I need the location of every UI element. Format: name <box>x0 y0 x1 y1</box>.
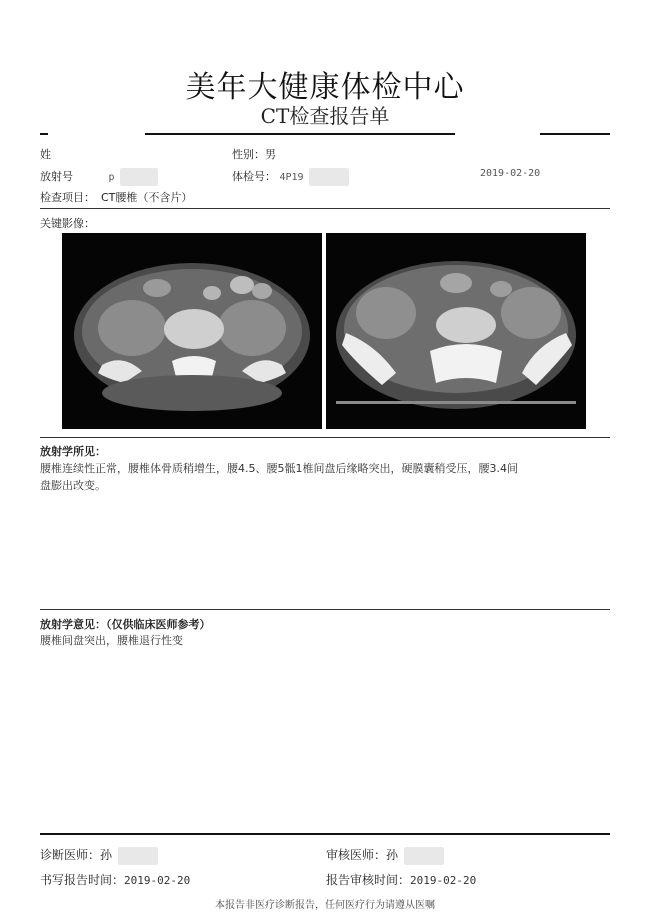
diagnosis-doctor-row <box>40 846 158 865</box>
exam-date: 2019-02-20 <box>480 168 541 179</box>
radiology-no-value: p <box>108 172 115 183</box>
review-doctor-value: 孙 <box>386 848 399 862</box>
gender-value: 男 <box>265 148 276 161</box>
header-rule-center <box>145 133 455 135</box>
exam-no-row <box>232 168 349 186</box>
ct-scan-left-graphic <box>62 233 322 429</box>
review-doctor-label: 审核医师： <box>326 848 387 862</box>
gender-row <box>232 146 276 162</box>
name-row <box>40 146 51 162</box>
header-rule-left <box>40 133 48 135</box>
redacted-diagnosis-doctor <box>118 847 158 865</box>
exam-no-label: 体检号： <box>232 170 276 183</box>
radiology-no-label: 放射号 <box>40 170 73 183</box>
opinion-label: 放射学意见：（仅供临床医师参考） <box>40 618 211 631</box>
divider-findings <box>40 609 610 610</box>
exam-item-row <box>40 189 192 205</box>
key-images-label: 关键影像： <box>40 217 95 230</box>
ct-scan-right-graphic <box>326 233 586 429</box>
diagnosis-doctor-label: 诊断医师： <box>40 848 101 862</box>
findings-label: 放射学所见： <box>40 445 106 458</box>
findings-text-line-1: 腰椎连续性正常，腰椎体骨质稍增生，腰4.5、腰5骶1椎间盘后缘略突出，硬膜囊稍受压，腰3.4间 <box>40 462 518 475</box>
divider-exam-item <box>40 208 610 209</box>
findings-text <box>40 460 620 494</box>
header-rule-right <box>540 133 610 135</box>
divider-signature <box>40 833 610 835</box>
redacted-radiology-no <box>120 168 158 186</box>
review-time-row <box>326 871 476 888</box>
report-title: 美年大健康体检中心 <box>185 70 465 105</box>
report-subtitle: CT检查报告单 <box>260 104 390 128</box>
report-time-label: 书写报告时间： <box>40 873 125 887</box>
exam-item-label: 检查项目： <box>40 191 95 204</box>
opinion-text: 腰椎间盘突出，腰椎退行性变 <box>40 634 183 647</box>
review-doctor-row <box>326 846 444 865</box>
name-label: 姓 <box>40 148 51 161</box>
report-time-row <box>40 871 190 888</box>
ct-image-right <box>326 233 586 429</box>
exam-no-value: 4P19 <box>279 172 304 183</box>
review-time-value: 2019-02-20 <box>410 874 477 887</box>
review-time-label: 报告审核时间： <box>326 873 411 887</box>
report-time-value: 2019-02-20 <box>124 874 191 887</box>
gender-label: 性别： <box>232 148 265 161</box>
footer-note: 本报告非医疗诊断报告，任何医疗行为请遵从医嘱 <box>215 900 435 911</box>
exam-item-value: CT腰椎（不含片） <box>101 191 193 204</box>
redacted-review-doctor <box>404 847 444 865</box>
divider-key-images <box>40 437 610 438</box>
diagnosis-doctor-value: 孙 <box>100 848 113 862</box>
findings-text-line-2: 盘膨出改变。 <box>40 479 106 492</box>
redacted-exam-no <box>309 168 349 186</box>
ct-image-left <box>62 233 322 429</box>
radiology-row <box>40 168 158 186</box>
